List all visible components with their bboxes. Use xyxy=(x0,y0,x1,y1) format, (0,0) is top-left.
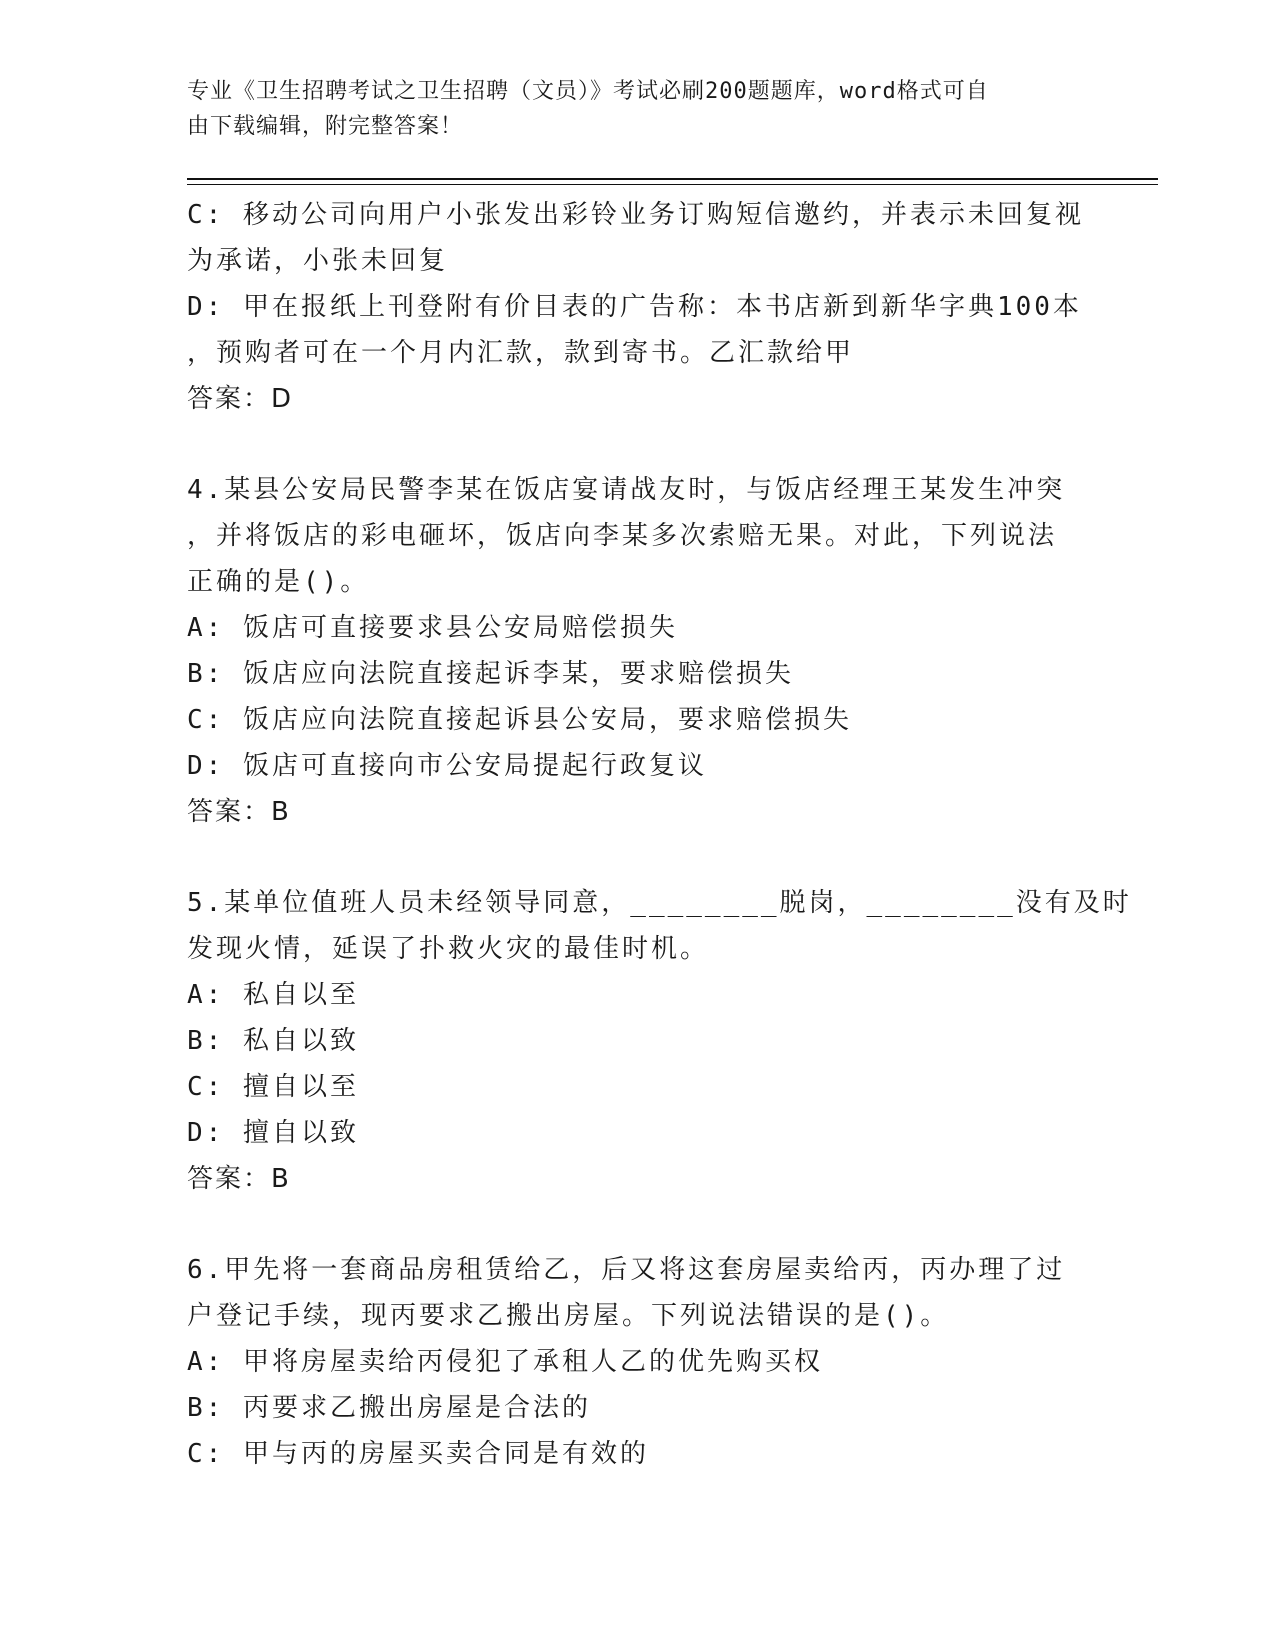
option-a: A: 私自以至 xyxy=(187,980,359,1010)
option-d: D: 饭店可直接向市公安局提起行政复议 xyxy=(187,751,707,781)
document-header xyxy=(187,74,1087,144)
option-b: B: 丙要求乙搬出房屋是合法的 xyxy=(187,1393,591,1423)
option-a: A: 甲将房屋卖给丙侵犯了承租人乙的优先购买权 xyxy=(187,1347,823,1377)
option-b: B: 饭店应向法院直接起诉李某，要求赔偿损失 xyxy=(187,659,794,689)
header-line-2: 由下载编辑，附完整答案！ xyxy=(187,114,464,139)
question-6 xyxy=(187,1247,1087,1477)
question-text-line-2: ，并将饭店的彩电砸坏，饭店向李某多次索赔无果。对此，下列说法 xyxy=(187,521,1058,551)
question-text-line-1: 5.某单位值班人员未经领导同意，________脱岗，________没有及时 xyxy=(187,888,1132,918)
option-b: B: 私自以致 xyxy=(187,1026,359,1056)
option-d-line-2: ，预购者可在一个月内汇款，款到寄书。乙汇款给甲 xyxy=(187,338,855,368)
question-list xyxy=(187,192,1132,1477)
option-c: C: 饭店应向法院直接起诉县公安局，要求赔偿损失 xyxy=(187,705,852,735)
question-3-fragment xyxy=(187,192,1087,422)
option-c: C: 擅自以至 xyxy=(187,1072,359,1102)
answer-line: 答案：B xyxy=(187,1164,291,1194)
question-text-line-2: 户登记手续，现丙要求乙搬出房屋。下列说法错误的是()。 xyxy=(187,1301,950,1331)
option-c-line-2: 为承诺，小张未回复 xyxy=(187,246,449,276)
question-text-line-1: 4.某县公安局民警李某在饭店宴请战友时，与饭店经理王某发生冲突 xyxy=(187,475,1066,505)
option-c-line-1: C: 移动公司向用户小张发出彩铃业务订购短信邀约，并表示未回复视 xyxy=(187,200,1084,230)
option-d-line-1: D: 甲在报纸上刊登附有价目表的广告称：本书店新到新华字典100本 xyxy=(187,292,1082,322)
spacer xyxy=(187,835,1087,880)
question-4 xyxy=(187,467,1087,835)
spacer xyxy=(187,422,1087,467)
header-line-1: 专业《卫生招聘考试之卫生招聘（文员）》考试必刷200题题库，word格式可自 xyxy=(187,79,989,104)
option-a: A: 饭店可直接要求县公安局赔偿损失 xyxy=(187,613,678,643)
option-d: D: 擅自以致 xyxy=(187,1118,359,1148)
answer-line: 答案：B xyxy=(187,797,291,827)
question-text-line-2: 发现火情，延误了扑救火灾的最佳时机。 xyxy=(187,934,710,964)
header-rule-thin xyxy=(187,184,1158,185)
spacer xyxy=(187,1202,1087,1247)
header-rule-thick xyxy=(187,178,1158,180)
question-5 xyxy=(187,880,1132,1202)
question-text-line-3: 正确的是()。 xyxy=(187,567,370,597)
option-c: C: 甲与丙的房屋买卖合同是有效的 xyxy=(187,1439,649,1469)
answer-line: 答案：D xyxy=(187,384,294,414)
question-text-line-1: 6.甲先将一套商品房租赁给乙，后又将这套房屋卖给丙，丙办理了过 xyxy=(187,1255,1066,1285)
